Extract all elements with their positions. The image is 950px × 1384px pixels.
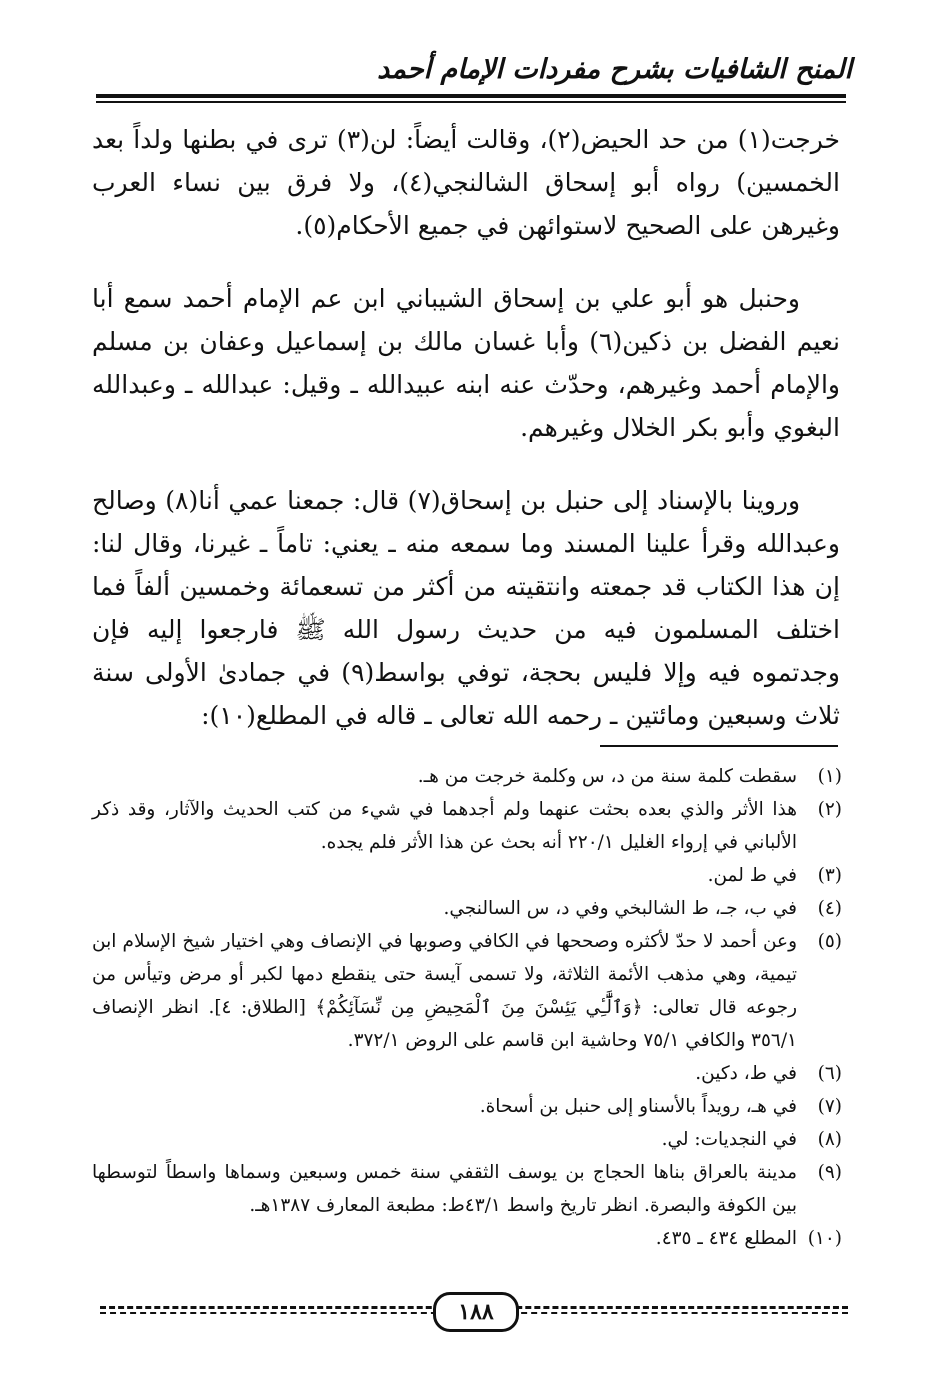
footnote-item xyxy=(92,1222,842,1255)
footnote-number: (٩) xyxy=(817,1162,842,1183)
footnote-text: وعن أحمد لا حدّ لأكثره وصححها في الكافي وصوبها في الإنصاف وهي اختيار شيخ الإسلام ابن تيمية، وهي مذهب الأئمة الثلاثة، ولا تسمى آيسة حتى ينقطع دمها لكبر أو مرض وتيأس من رجوعه قال تعالى: ﴿وَٱلَّٰٓـِٔي يَئِسْنَ مِنَ ٱلْمَحِيضِ مِن نِّسَآئِكُمْ﴾ [الطلاق: ٤]. انظر الإنصاف ٣٥٦/١ والكافي ٧٥/١ وحاشية ابن قاسم على الروض ٣٧٢/١. xyxy=(92,931,798,1051)
footnote-number: (٥) xyxy=(817,931,842,952)
footnote-number: (٢) xyxy=(817,799,842,820)
footnote-number: (٣) xyxy=(817,865,842,886)
footnote-text: في النجديات: لي. xyxy=(661,1129,797,1150)
header-rule-thin xyxy=(96,101,846,103)
footnote-text: المطلع ٤٣٤ ـ ٤٣٥. xyxy=(655,1228,797,1249)
footnote-text: في هـ، رويداً بالأسناو إلى حنبل بن أسحاة. xyxy=(479,1096,797,1117)
paragraph-1: خرجت(١) من حد الحيض(٢)، وقالت أيضاً: لن(٣) ترى في بطنها ولداً بعد الخمسين) رواه أبو إسحاق الشالنجي(٤)، ولا فرق بين نساء العرب وغيرهن على الصحيح لاستوائهن في جميع الأحكام(٥). xyxy=(92,125,841,240)
footnote-item xyxy=(92,859,842,892)
footnote-item xyxy=(92,1123,842,1156)
footnote-number: (١) xyxy=(817,766,842,787)
footnote-text: في ط لمن. xyxy=(707,865,797,886)
footnote-item xyxy=(92,925,842,1057)
running-header-title: المنح الشافيات بشرح مفردات الإمام أحمد xyxy=(377,54,852,85)
footnote-number: (٧) xyxy=(817,1096,842,1117)
footnote-item xyxy=(92,793,842,859)
footnote-text: سقطت كلمة سنة من د، س وكلمة خرجت من هـ. xyxy=(417,766,797,787)
footnote-number: (٤) xyxy=(817,898,842,919)
footnote-text: في ط، دكين. xyxy=(695,1063,797,1084)
footnote-item xyxy=(92,760,842,793)
footnote-text: هذا الأثر والذي بعده بحثت عنهما ولم أجدهما في شيء من كتب الحديث والآثار، وقد ذكر الألباني في إرواء الغليل ٢٢٠/١ أنه بحث عن هذا الأثر فلم يجده. xyxy=(92,799,797,853)
page-number: ١٨٨ xyxy=(433,1292,519,1332)
footnote-text: مدينة بالعراق بناها الحجاج بن يوسف الثقفي سنة خمس وسبعين وسماها واسطاً لتوسطها بين الكوفة والبصرة. انظر تاريخ واسط ٤٣/١ط: مطبعة المعارف ١٣٨٧هـ. xyxy=(92,1162,797,1216)
footnote-number: (٦) xyxy=(817,1063,842,1084)
footnote-item xyxy=(92,1156,842,1222)
footnote-item xyxy=(92,892,842,925)
paragraph-3: وروينا بالإسناد إلى حنبل بن إسحاق(٧) قال: جمعنا عمي أنا(٨) وصالح وعبدالله وقرأ علينا المسند وما سمعه منه ـ يعني: تاماً ـ غيرنا، وقال لنا: إن هذا الكتاب قد جمعته وانتقيته من أكثر من تسعمائة وخمسين ألفاً فما اختلف المسلمون فيه من حديث رسول الله ﷺ فارجعوا إليه فإن وجدتموه فيه وإلا فليس بحجة، توفي بواسط(٩) في جمادىٰ الأولى سنة ثلاث وسبعين ومائتين ـ رحمه الله تعالى ـ قاله في المطلع(١٠): xyxy=(92,486,840,730)
footnote-separator xyxy=(600,745,838,747)
header-rule-thick xyxy=(96,94,846,98)
footnote-item xyxy=(92,1057,842,1090)
paragraph-2: وحنبل هو أبو علي بن إسحاق الشيباني ابن عم الإمام أحمد سمع أبا نعيم الفضل بن ذكين(٦) وأبا غسان مالك بن إسماعيل وعفان بن مسلم والإمام أحمد وغيرهم، وحدّث عنه ابنه عبيدالله ـ وقيل: عبدالله ـ وعبدالله البغوي وأبو بكر الخلال وغيرهم. xyxy=(92,284,840,442)
footnote-number: (١٠) xyxy=(807,1228,842,1249)
footnote-item xyxy=(92,1090,842,1123)
footnote-text: في ب، جـ، ط الشالبخي وفي د، س السالنجي. xyxy=(443,898,797,919)
main-body-text xyxy=(92,118,840,737)
footnote-number: (٨) xyxy=(817,1129,842,1150)
footnotes-section xyxy=(92,760,842,1255)
